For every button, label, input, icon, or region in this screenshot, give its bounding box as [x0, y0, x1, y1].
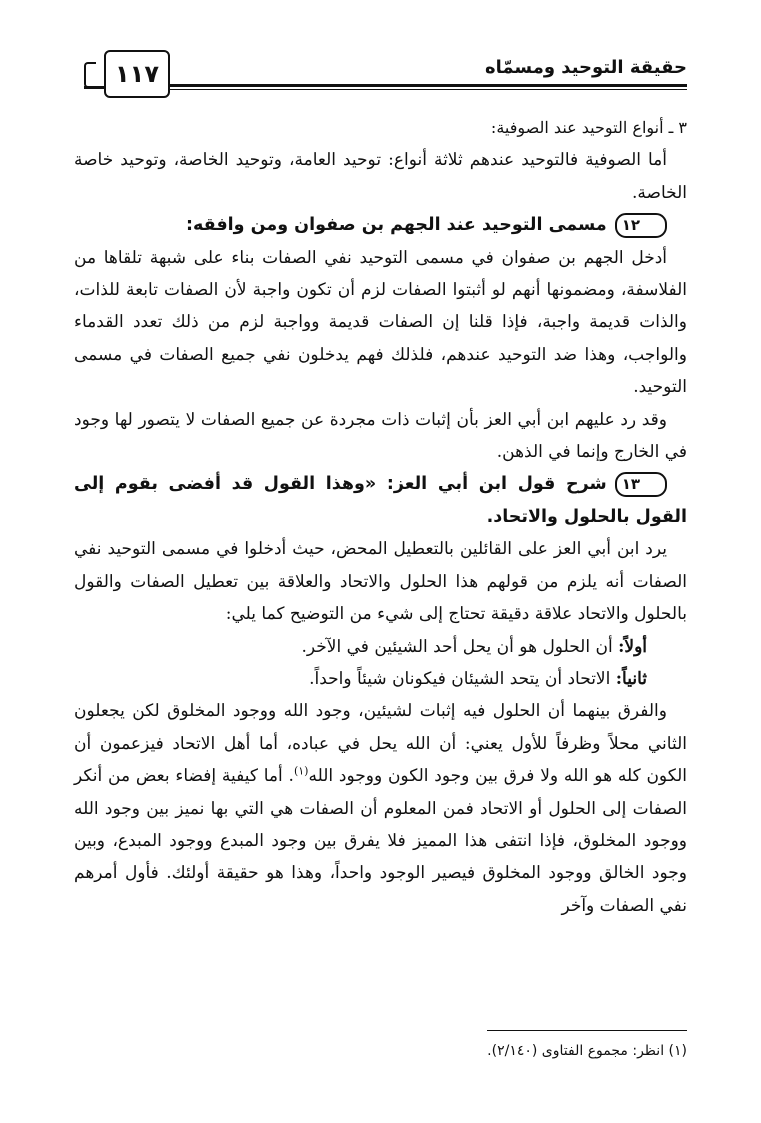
header-rule: [104, 84, 687, 87]
paragraph-jahm: أدخل الجهم بن صفوان في مسمى التوحيد نفي الصفات بناء على شبهة تلقاها من الفلاسفة، ومضمونها أنهم لو أثبتوا الصفات لزم أن تكون واجبة لأن الصفات تابعة للذات، والذات قديمة واجبة، فإذا قلنا إن الصفات قديمة وواجبة لزم من ذلك تعدد القدماء والواجب، وهذا ضد التوحيد عندهم، فلذلك فهم يدخلون نفي جميع الصفات في مسمى التوحيد.: [74, 247, 687, 398]
header-rule-thin: [104, 89, 687, 90]
paragraph-reply: وقد رد عليهم ابن أبي العز بأن إثبات ذات مجردة عن جميع الصفات لا يتصور لها وجود في الخارج وإنما في الذهن.: [74, 409, 687, 463]
heading-text: شرح قول ابن أبي العز: «وهذا القول قد أفضى بقوم إلى القول بالحلول والاتحاد.: [74, 474, 687, 527]
list-item-first: [74, 631, 687, 663]
running-header-title: حقيقة التوحيد ومسمّاه: [484, 57, 687, 78]
footnote-separator: [487, 1030, 687, 1031]
section-subheading: ٣ ـ أنواع التوحيد عند الصوفية:: [490, 118, 687, 137]
heading-number-badge: ١٣: [615, 472, 667, 497]
list-text: أن الحلول هو أن يحل أحد الشيئين في الآخر.: [301, 636, 613, 657]
list-text: الاتحاد أن يتحد الشيئان فيكونان شيئاً واحداً.: [309, 668, 611, 689]
main-text: [74, 112, 687, 922]
page-number: ١١٧: [115, 60, 159, 88]
footnote-reference[interactable]: (١): [293, 764, 309, 778]
paragraph-difference: [74, 695, 687, 922]
list-label: أولاً:: [618, 636, 647, 657]
footnote: (١) انظر: مجموع الفتاوى (٢/١٤٠).: [487, 1043, 687, 1059]
list-label: ثانياً:: [615, 668, 647, 689]
heading-number-badge: ١٢: [615, 213, 667, 238]
heading-text: مسمى التوحيد عند الجهم بن صفوان ومن وافقه:: [186, 215, 607, 236]
paragraph-sufi: أما الصوفية فالتوحيد عندهم ثلاثة أنواع: توحيد العامة، وتوحيد الخاصة، وتوحيد خاصة الخاصة.: [74, 150, 687, 203]
paragraph-text: والفرق بينهما أن الحلول فيه إثبات لشيئين، وجود الله ووجود المخلوق لكن يجعلون الثاني محلاً وظرفاً للأول يعني: أن الله يحل في عباده، أما أهل الاتحاد فيزعمون أن الكون كله هو الله ولا فرق بين وجود الكون ووجود الله: [74, 701, 687, 787]
paragraph-ta3teel: يرد ابن أبي العز على القائلين بالتعطيل المحض، حيث أدخلوا في مسمى التوحيد نفي الصفات أنه يلزم من قولهم هذا الحلول والاتحاد والعلاقة بين تعطيل الصفات والقول بالحلول والاتحاد علاقة دقيقة تحتاج إلى شيء من التوضيح كما يلي:: [74, 539, 687, 625]
page-badge-ornament-line: [84, 86, 106, 89]
paragraph-text: . أما كيفية إفضاء بعض من أنكر الصفات إلى الحلول أو الاتحاد فمن المعلوم أن الصفات هي التي بها نميز بين وجود الله ووجود المخلوق، فإذا انتفى هذا المميز فلا يفرق بين وجود المبدع ووجود المبدع، وبين وجود الخالق ووجود المخلوق فيصير الوجود واحداً، وهذا هو حقيقة أولئك. فأول أمرهم نفي الصفات وآخر: [74, 766, 687, 916]
page-number-badge: [104, 50, 170, 98]
heading-12: [74, 209, 687, 241]
list-item-second: [74, 663, 687, 695]
heading-13: [74, 468, 687, 533]
page-badge-ornament: [84, 62, 96, 88]
